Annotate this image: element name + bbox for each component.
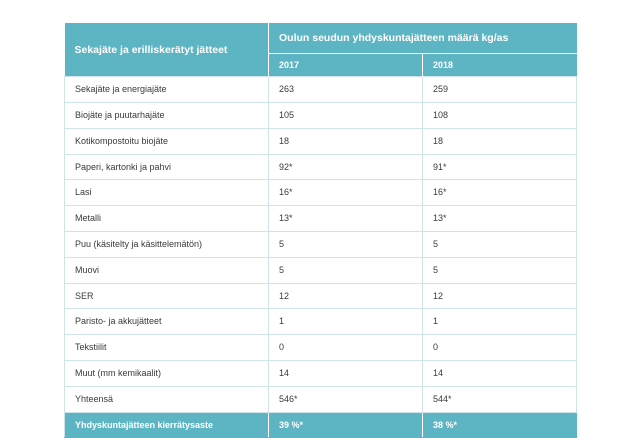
table-row xyxy=(65,360,577,386)
column-header-year-2018: 2018 xyxy=(423,54,577,77)
column-header-group: Oulun seudun yhdyskuntajätteen määrä kg/as xyxy=(269,23,577,54)
row-label: Muovi xyxy=(65,257,269,283)
table-row xyxy=(65,128,577,154)
row-value-2018: 14 xyxy=(423,360,577,386)
row-label: Yhteensä xyxy=(65,386,269,412)
row-value-2017: 13* xyxy=(269,206,423,232)
row-value-2018: 108 xyxy=(423,102,577,128)
row-label: SER xyxy=(65,283,269,309)
table-row xyxy=(65,231,577,257)
table-row xyxy=(65,283,577,309)
table-row xyxy=(65,102,577,128)
row-value-2018: 16* xyxy=(423,180,577,206)
row-value-2017: 14 xyxy=(269,360,423,386)
row-label: Biojäte ja puutarhajäte xyxy=(65,102,269,128)
row-value-2017: 546* xyxy=(269,386,423,412)
row-value-2017: 39 %* xyxy=(269,412,423,438)
table-body xyxy=(65,77,577,438)
row-value-2017: 5 xyxy=(269,257,423,283)
row-value-2017: 5 xyxy=(269,231,423,257)
row-value-2017: 16* xyxy=(269,180,423,206)
row-value-2017: 105 xyxy=(269,102,423,128)
row-value-2017: 0 xyxy=(269,335,423,361)
row-label: Paperi, kartonki ja pahvi xyxy=(65,154,269,180)
row-value-2018: 5 xyxy=(423,231,577,257)
table-row-recycling-rate xyxy=(65,412,577,438)
row-label: Sekajäte ja energiajäte xyxy=(65,77,269,103)
row-label: Kotikompostoitu biojäte xyxy=(65,128,269,154)
table-row xyxy=(65,257,577,283)
row-label: Puu (käsitelty ja käsittelemätön) xyxy=(65,231,269,257)
row-label: Metalli xyxy=(65,206,269,232)
row-value-2017: 18 xyxy=(269,128,423,154)
row-value-2017: 1 xyxy=(269,309,423,335)
row-label: Paristo- ja akkujätteet xyxy=(65,309,269,335)
row-value-2018: 13* xyxy=(423,206,577,232)
row-value-2018: 38 %* xyxy=(423,412,577,438)
row-value-2017: 263 xyxy=(269,77,423,103)
row-value-2018: 91* xyxy=(423,154,577,180)
row-value-2018: 12 xyxy=(423,283,577,309)
row-value-2017: 92* xyxy=(269,154,423,180)
row-label: Lasi xyxy=(65,180,269,206)
row-value-2018: 544* xyxy=(423,386,577,412)
row-value-2018: 5 xyxy=(423,257,577,283)
row-label: Muut (mm kemikaalit) xyxy=(65,360,269,386)
municipal-waste-table xyxy=(64,23,577,438)
row-value-2018: 1 xyxy=(423,309,577,335)
row-value-2018: 18 xyxy=(423,128,577,154)
table-row xyxy=(65,154,577,180)
column-header-year-2017: 2017 xyxy=(269,54,423,77)
table-header-row-main xyxy=(65,23,577,54)
row-value-2018: 259 xyxy=(423,77,577,103)
table-header xyxy=(65,23,577,77)
table-row xyxy=(65,335,577,361)
column-header-category: Sekajäte ja erilliskerätyt jätteet xyxy=(65,23,269,77)
row-value-2017: 12 xyxy=(269,283,423,309)
row-value-2018: 0 xyxy=(423,335,577,361)
row-label: Tekstiilit xyxy=(65,335,269,361)
table-row xyxy=(65,206,577,232)
table-row xyxy=(65,180,577,206)
row-label: Yhdyskuntajätteen kierrätysaste xyxy=(65,412,269,438)
table-row xyxy=(65,309,577,335)
table-row xyxy=(65,77,577,103)
table-row-total xyxy=(65,386,577,412)
